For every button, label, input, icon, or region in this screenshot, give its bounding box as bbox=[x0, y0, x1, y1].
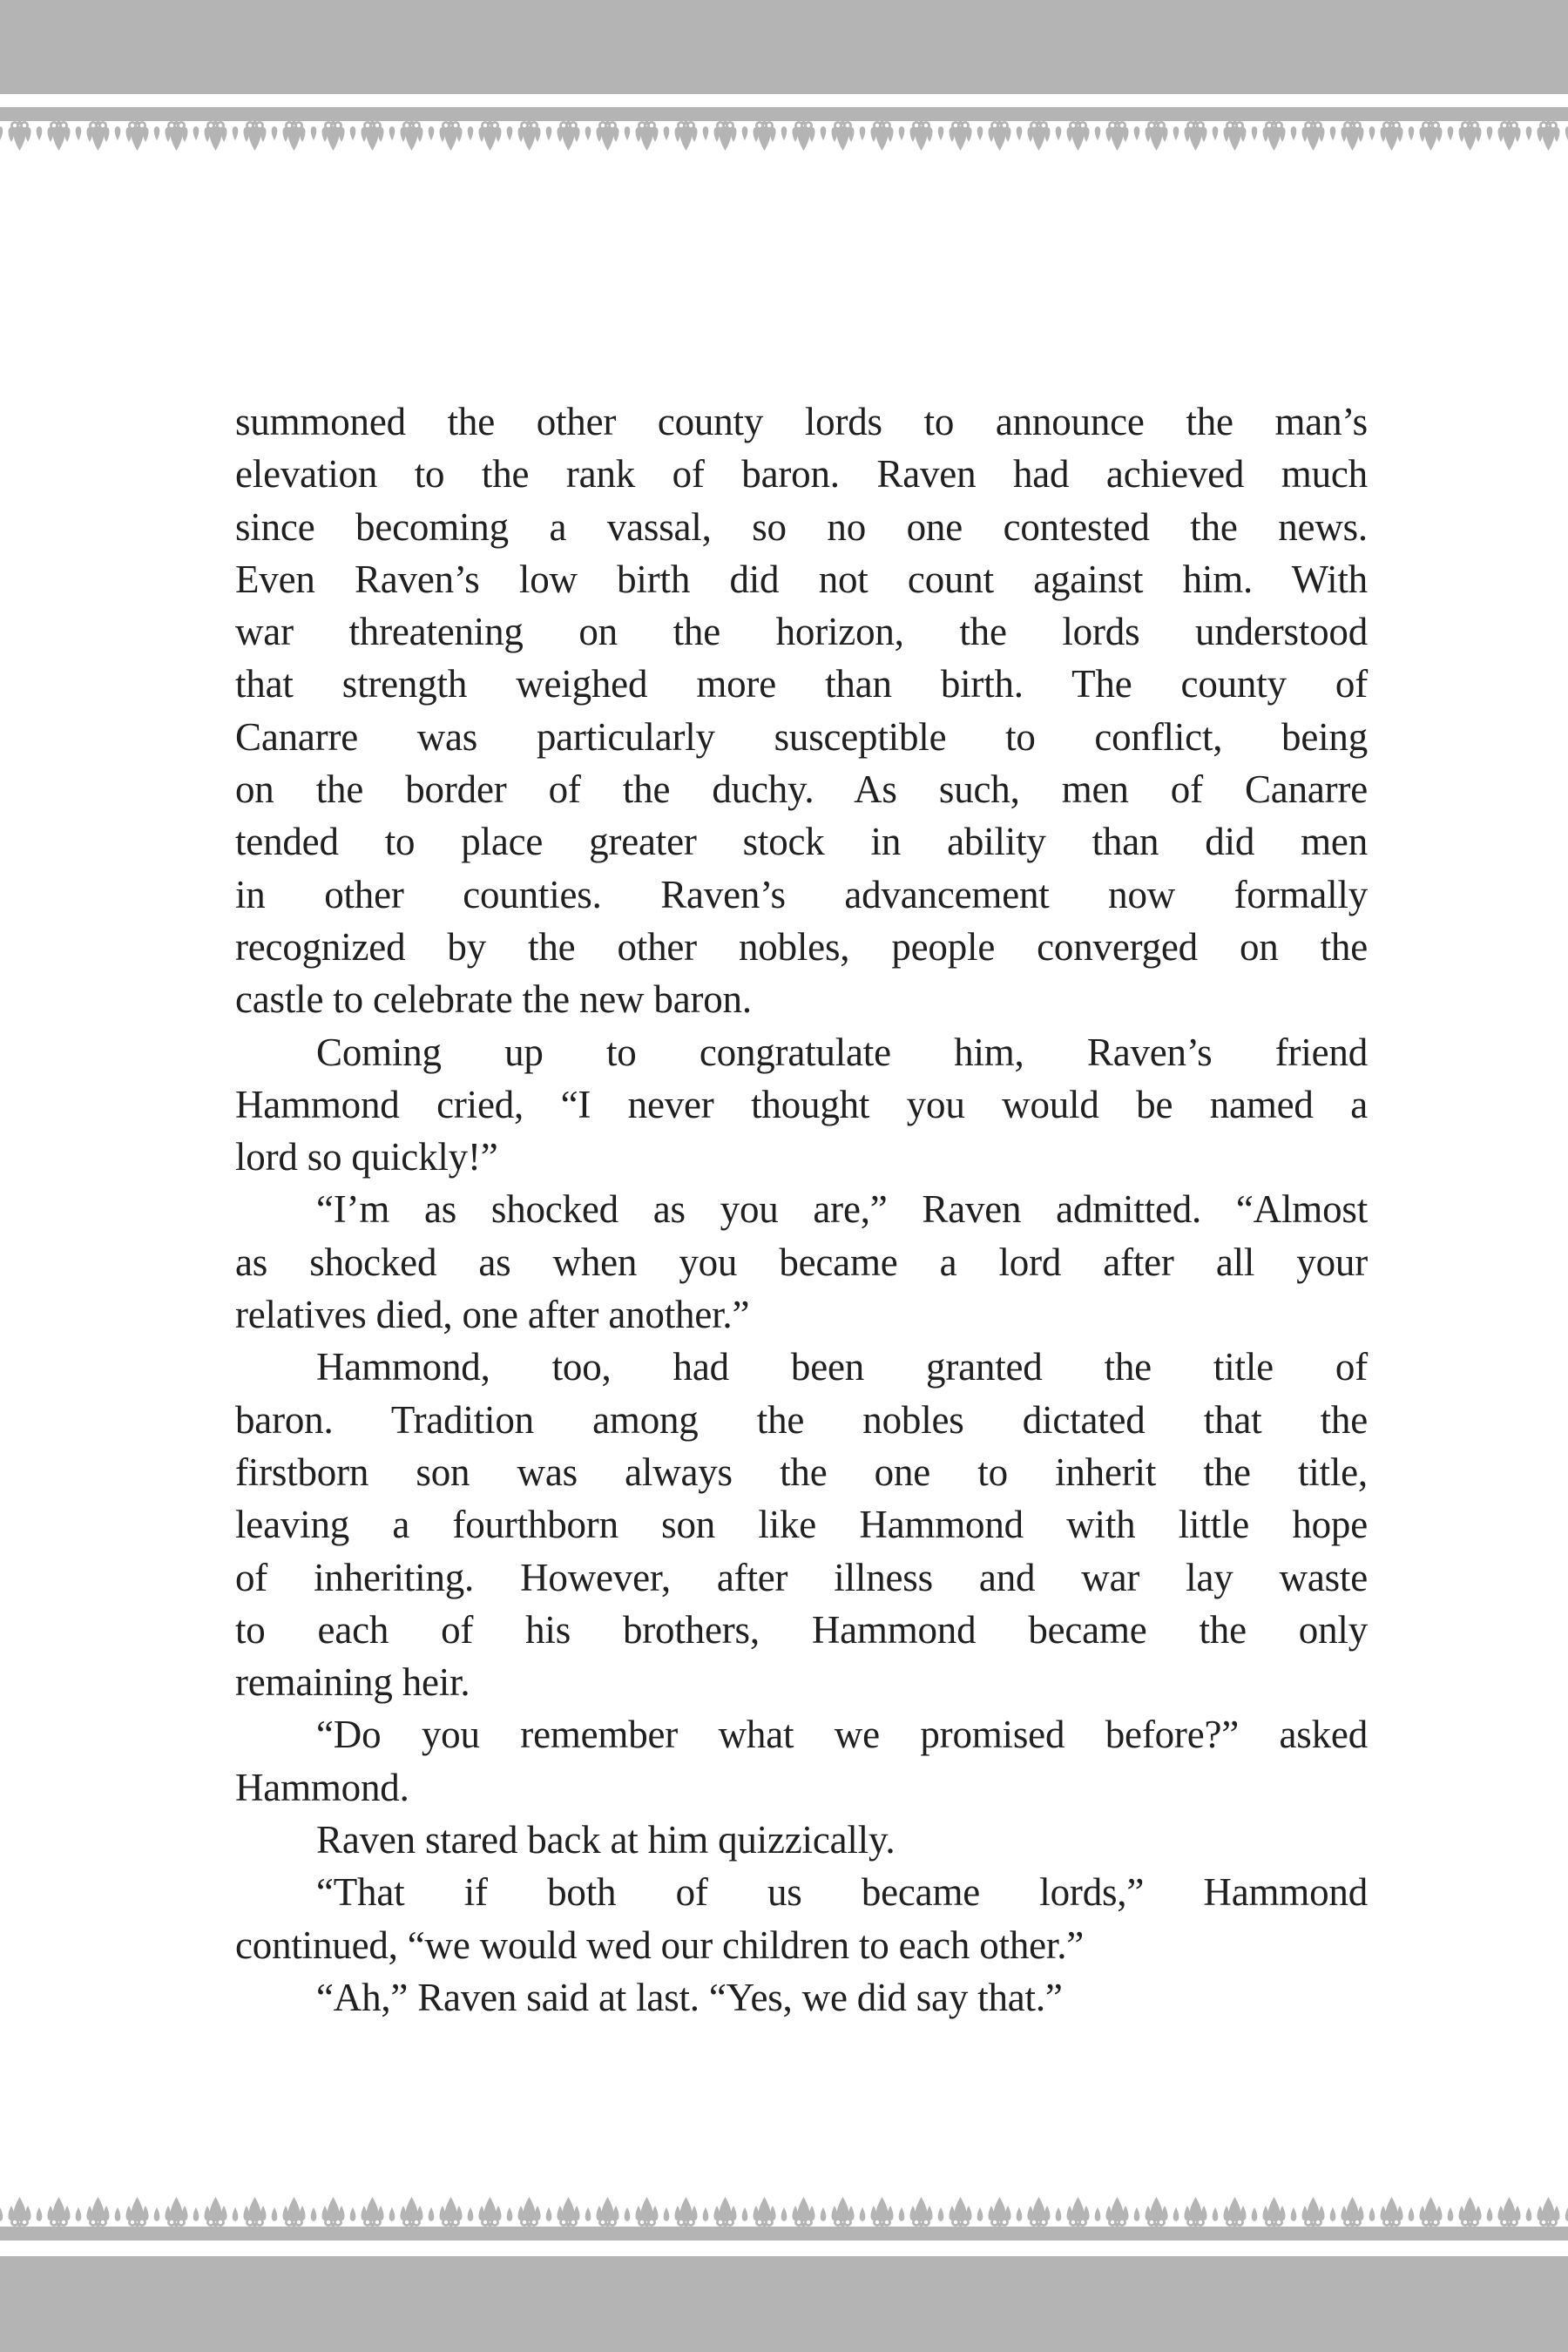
lace-unit bbox=[1487, 121, 1531, 152]
text-line: that strength weighed more than birth. The county of bbox=[235, 662, 1368, 706]
lace-unit bbox=[1252, 2197, 1296, 2227]
paragraph bbox=[235, 395, 1368, 1026]
lace-unit bbox=[1369, 2197, 1414, 2227]
lace-unit bbox=[546, 121, 591, 152]
lace-unit bbox=[0, 121, 42, 152]
lace-unit bbox=[585, 121, 630, 152]
lace-unit bbox=[1173, 121, 1218, 152]
text-line: “That if both of us became lords,” Hammond bbox=[316, 1870, 1368, 1915]
lace-fringe bbox=[0, 107, 1568, 151]
lace-unit bbox=[977, 121, 1022, 152]
lace-unit bbox=[272, 121, 316, 152]
lace-unit bbox=[429, 121, 473, 152]
lace-unit bbox=[664, 2197, 708, 2227]
lace-unit bbox=[1173, 2197, 1218, 2227]
text-line: firstborn son was always the one to inherit the title, bbox=[235, 1450, 1368, 1494]
text-line: Hammond cried, “I never thought you would be named a bbox=[235, 1082, 1368, 1126]
lace-unit bbox=[507, 2197, 551, 2227]
lace-unit bbox=[1526, 121, 1568, 152]
text-line: since becoming a vassal, so no one contested the news. bbox=[235, 504, 1368, 549]
lace-unit bbox=[193, 121, 238, 152]
bottom-letterbox-bar bbox=[0, 2256, 1568, 2352]
lace-unit bbox=[1487, 2197, 1531, 2227]
lace-unit bbox=[1134, 121, 1179, 152]
text-line: Canarre was particularly susceptible to conflict, being bbox=[235, 714, 1368, 759]
lace-fringe bbox=[0, 2197, 1568, 2240]
text-line: “Ah,” Raven said at last. “Yes, we did say that.” bbox=[316, 1975, 1063, 2019]
lace-unit bbox=[468, 2197, 512, 2227]
text-line: summoned the other county lords to announce the man’s bbox=[235, 400, 1368, 443]
text-line: castle to celebrate the new baron. bbox=[235, 977, 752, 1022]
lace-unit bbox=[1134, 2197, 1179, 2227]
text-line: war threatening on the horizon, the lords understood bbox=[235, 610, 1368, 654]
lace-unit bbox=[154, 2197, 199, 2227]
paragraph bbox=[235, 1708, 1368, 1814]
lace-unit bbox=[742, 2197, 787, 2227]
lace-unit bbox=[1017, 121, 1061, 152]
text-line: tended to place greater stock in ability than did men bbox=[235, 820, 1368, 864]
text-line: continued, “we would wed our children to each other.” bbox=[235, 1923, 1085, 1967]
paragraph bbox=[235, 1341, 1368, 1708]
top-lace-border bbox=[0, 107, 1568, 152]
lace-unit bbox=[703, 2197, 747, 2227]
lace-unit bbox=[1213, 2197, 1257, 2227]
text-line: relatives died, one after another.” bbox=[235, 1293, 750, 1337]
lace-unit bbox=[389, 2197, 434, 2227]
lace-unit bbox=[154, 121, 199, 152]
text-line: recognized by the other nobles, people converged on the bbox=[235, 924, 1368, 969]
lace-unit bbox=[115, 121, 159, 152]
text-line: on the border of the duchy. As such, men of Canarre bbox=[235, 767, 1368, 812]
lace-unit bbox=[389, 121, 434, 152]
text-line: elevation to the rank of baron. Raven had achieved much bbox=[235, 452, 1368, 497]
lace-unit bbox=[1017, 2197, 1061, 2227]
lace-unit bbox=[507, 121, 551, 152]
lace-unit bbox=[76, 2197, 120, 2227]
lace-unit bbox=[272, 2197, 316, 2227]
lace-unit bbox=[311, 121, 355, 152]
lace-band bbox=[0, 2227, 1568, 2240]
lace-unit bbox=[1369, 121, 1414, 152]
lace-unit bbox=[37, 2197, 81, 2227]
text-line: remaining heir. bbox=[235, 1660, 470, 1705]
text-line: of inheriting. However, after illness and war lay waste bbox=[235, 1555, 1368, 1599]
lace-unit bbox=[742, 121, 787, 152]
lace-unit bbox=[1330, 121, 1375, 152]
lace-unit bbox=[860, 2197, 904, 2227]
lace-unit bbox=[1409, 2197, 1453, 2227]
text-line: in other counties. Raven’s advancement now formally bbox=[235, 872, 1368, 916]
text-line: Hammond. bbox=[235, 1765, 409, 1809]
lace-unit bbox=[37, 121, 81, 152]
lace-unit bbox=[0, 2197, 42, 2227]
lace-unit bbox=[899, 2197, 943, 2227]
lace-unit bbox=[1252, 121, 1296, 152]
text-line: to each of his brothers, Hammond became the only bbox=[235, 1607, 1368, 1652]
paragraph bbox=[235, 1971, 1368, 2024]
lace-unit bbox=[468, 121, 512, 152]
lace-unit bbox=[977, 2197, 1022, 2227]
text-block bbox=[235, 395, 1368, 2024]
lace-unit bbox=[1330, 2197, 1375, 2227]
paragraph bbox=[235, 1183, 1368, 1341]
lace-unit bbox=[899, 121, 943, 152]
lace-unit bbox=[1213, 121, 1257, 152]
paragraph bbox=[235, 1814, 1368, 1866]
lace-unit bbox=[625, 2197, 669, 2227]
lace-unit bbox=[938, 2197, 983, 2227]
lace-unit bbox=[1056, 2197, 1100, 2227]
lace-unit bbox=[1095, 2197, 1139, 2227]
text-line: as shocked as when you became a lord after all your bbox=[235, 1240, 1368, 1284]
lace-unit bbox=[781, 121, 826, 152]
lace-unit bbox=[1056, 121, 1100, 152]
text-line: Raven stared back at him quizzically. bbox=[316, 1818, 896, 1862]
lace-band bbox=[0, 107, 1568, 121]
lace-unit bbox=[781, 2197, 826, 2227]
lace-unit bbox=[585, 2197, 630, 2227]
lace-unit bbox=[233, 121, 277, 152]
text-line: leaving a fourthborn son like Hammond with little hope bbox=[235, 1503, 1368, 1547]
lace-unit bbox=[546, 2197, 591, 2227]
text-line: “Do you remember what we promised before?” asked bbox=[316, 1713, 1368, 1757]
text-line: Even Raven’s low birth did not count against him. With bbox=[235, 557, 1368, 601]
lace-unit bbox=[1291, 121, 1335, 152]
lace-unit bbox=[76, 121, 120, 152]
lace-unit bbox=[625, 121, 669, 152]
lace-unit bbox=[938, 121, 983, 152]
lace-unit bbox=[115, 2197, 159, 2227]
paragraph bbox=[235, 1866, 1368, 1971]
lace-unit bbox=[233, 2197, 277, 2227]
top-letterbox-bar bbox=[0, 0, 1568, 94]
lace-unit bbox=[821, 2197, 865, 2227]
text-line: “I’m as shocked as you are,” Raven admitted. “Almost bbox=[316, 1187, 1368, 1232]
lace-unit bbox=[1409, 121, 1453, 152]
text-line: baron. Tradition among the nobles dictated that the bbox=[235, 1397, 1368, 1442]
lace-unit bbox=[193, 2197, 238, 2227]
lace-unit bbox=[821, 121, 865, 152]
bottom-lace-border bbox=[0, 2195, 1568, 2240]
lace-unit bbox=[1291, 2197, 1335, 2227]
lace-unit bbox=[1448, 121, 1492, 152]
lace-unit bbox=[1526, 2197, 1568, 2227]
lace-unit bbox=[664, 121, 708, 152]
lace-unit bbox=[860, 121, 904, 152]
lace-unit bbox=[429, 2197, 473, 2227]
text-line: lord so quickly!” bbox=[235, 1135, 498, 1179]
lace-unit bbox=[350, 2197, 395, 2227]
text-line: Hammond, too, had been granted the title of bbox=[316, 1345, 1368, 1389]
lace-unit bbox=[1448, 2197, 1492, 2227]
paragraph bbox=[235, 1026, 1368, 1184]
lace-unit bbox=[703, 121, 747, 152]
lace-unit bbox=[311, 2197, 355, 2227]
lace-unit bbox=[350, 121, 395, 152]
text-line: Coming up to congratulate him, Raven’s friend bbox=[316, 1030, 1368, 1074]
lace-unit bbox=[1095, 121, 1139, 152]
